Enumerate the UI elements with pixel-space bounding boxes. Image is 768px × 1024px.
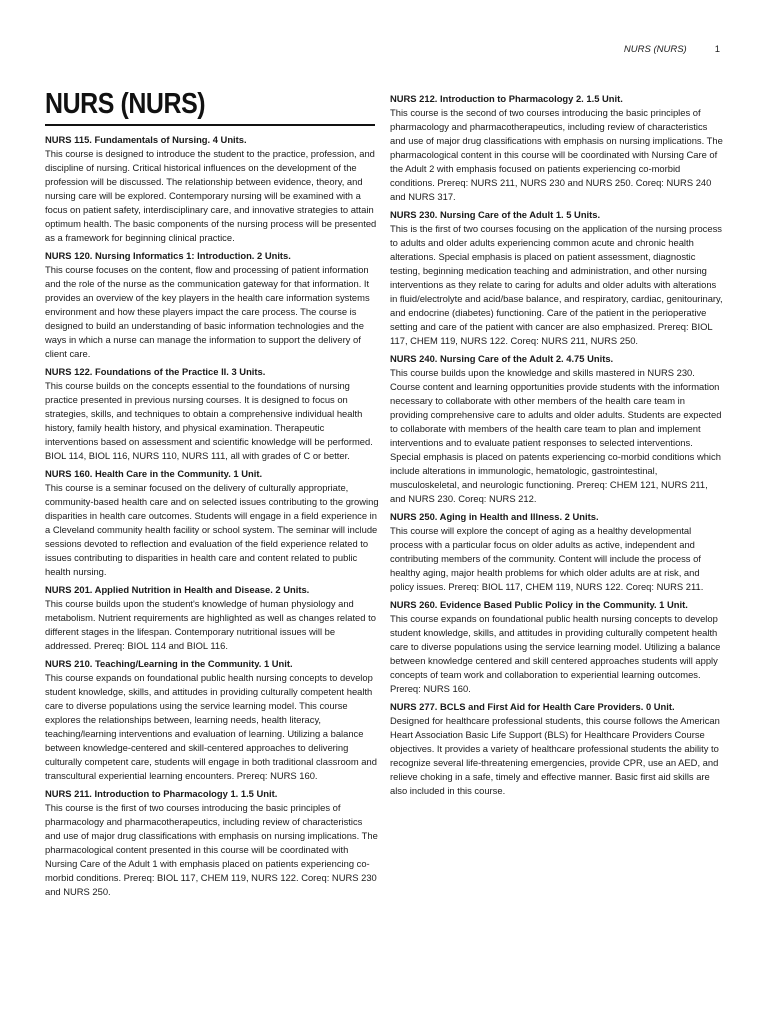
course-description: This course will explore the concept of aging as a healthy developmental process with a particular focus on older adults as active, independent and contributing members of the community. Content will include the process of healthy aging, major health problems for which older adults are at risk, and policy issues. Prereq: BIOL 117, CHEM 119, NURS 122. Coreq: NURS 211. xyxy=(390,525,704,592)
course-entry xyxy=(45,583,379,653)
course-title: NURS 120. Nursing Informatics 1: Introduction. 2 Units. xyxy=(45,250,291,261)
course-entry xyxy=(390,92,724,204)
right-column xyxy=(390,92,724,802)
course-description: This course is the first of two courses introducing the basic principles of pharmacology and pharmacotherapeutics, including review of characteristics and use of major drug classifications with emphasis on nursing implications. The pharmacological content presented in this course will be coordinated with Nursing Care of the Adult 1 with emphasis placed on patients experiencing co-morbid conditions. Prereq: BIOL 117, CHEM 119, NURS 122. Coreq: NURS 230 and NURS 250. xyxy=(45,802,378,897)
course-description: This course focuses on the content, flow and processing of patient information and the role of the nurse as the communication gateway for that information. It provides an overview of the key players in the health care information systems environment and how these players impact the care process. The course is designed to build an understanding of basic information technologies and the ways in which a nurse can manage the information to support the delivery of client care. xyxy=(45,264,370,359)
course-entry xyxy=(45,133,379,245)
running-header xyxy=(624,44,720,55)
course-title: NURS 260. Evidence Based Public Policy in the Community. 1 Unit. xyxy=(390,599,688,610)
course-title: NURS 240. Nursing Care of the Adult 2. 4.75 Units. xyxy=(390,353,614,364)
course-title: NURS 210. Teaching/Learning in the Community. 1 Unit. xyxy=(45,658,293,669)
course-description: This is the first of two courses focusing on the application of the nursing process to adults and older adults experiencing common acute and chronic health alterations. Special emphasis is placed on patient assessment, diagnostic testing, beginning medication teaching and administration, and other nursing interventions as they relate to caring for adults and older adults with alterations in fluid/electrolyte and acid/base balance, and respiratory, cardiac, genitourinary, and endocrine (diabetes) functioning. Care of the patient in the perioperative setting and care of the patient with cancer are also emphasized. Prereq: BIOL 117, CHEM 119, NURS 122. Coreq: NURS 211, NURS 250. xyxy=(390,223,723,346)
course-description: This course is designed to introduce the student to the practice, profession, and discipline of nursing. Critical historical influences on the development of the profession will be discussed. The relationship between evidence, theory, and nursing care will be explored. Contemporary nursing will be examined with a focus on patient safety, interdisciplinary care, and innovative strategies to attain optimum health. The basic components of the nursing process will be presented as a framework for beginning clinical practice. xyxy=(45,148,377,243)
course-title: NURS 115. Fundamentals of Nursing. 4 Units. xyxy=(45,134,247,145)
course-description: Designed for healthcare professional students, this course follows the American Heart Association Basic Life Support (BLS) for Healthcare Providers Course objectives. It provides a variety of healthcare professional students the ability to recognize several life-threatening emergencies, provide CPR, use an AED, and relieve choking in a safe, timely and effective manner. Basic first aid skills are also included in this course. xyxy=(390,715,720,796)
course-description: This course builds on the concepts essential to the foundations of nursing practice presented in previous nursing courses. It is designed to focus on strategies, skills, and techniques to obtain a comprehensive individual health history, family health history, and physical examination. Therapeutic interventions based on assessment and scientific knowledge will be performed. BIOL 114, BIOL 116, NURS 110, NURS 111, all with grades of C or better. xyxy=(45,380,373,461)
course-title: NURS 211. Introduction to Pharmacology 1. 1.5 Unit. xyxy=(45,788,278,799)
course-description: This course builds upon the knowledge and skills mastered in NURS 230. Course content and learning opportunities provide students with the information necessary to collaborate with other members of the health care team in providing comprehensive care to adults and older adults. Students are expected to collaborate with members of the health care team to plan and implement interventions and to evaluate patient responses to selected interventions. Special emphasis is placed on patents experiencing co-morbid conditions which include alterations in immunologic, hematologic, gastrointestinal, musculoskeletal, and neurologic functioning. Prereq: CHEM 121, NURS 211, and NURS 230. Coreq: NURS 212. xyxy=(390,367,722,504)
course-entry xyxy=(390,352,724,506)
course-description: This course is a seminar focused on the delivery of culturally appropriate, community-based health care and on selected issues contributing to the growing disparities in health care outcomes. Students will engage in a field experience in a Cleveland community health facility or school system. The seminar will include sessions devoted to reflection and evaluation of the field experience related to issues contributing to disparities in health care and content related to public health nursing. xyxy=(45,482,379,577)
page-number: 1 xyxy=(714,44,720,55)
course-title: NURS 230. Nursing Care of the Adult 1. 5 Units. xyxy=(390,209,601,220)
course-title: NURS 277. BCLS and First Aid for Health Care Providers. 0 Unit. xyxy=(390,701,675,712)
course-description: This course is the second of two courses introducing the basic principles of pharmacology and pharmacotherapeutics, including review of characteristics and use of major drug classifications with emphasis on nursing implications. The pharmacological content in this course will be coordinated with Nursing Care of the Adult 2 with emphasis focused on patients experiencing co-morbid conditions. Prereq: NURS 211, NURS 230 and NURS 250. Coreq: NURS 240 and NURS 317. xyxy=(390,107,723,202)
course-entry xyxy=(45,249,379,361)
course-title: NURS 122. Foundations of the Practice II. 3 Units. xyxy=(45,366,266,377)
page-title: NURS (NURS) xyxy=(45,88,206,120)
running-title: NURS (NURS) xyxy=(623,44,687,55)
course-description: This course builds upon the student's knowledge of human physiology and metabolism. Nutrient requirements are highlighted as well as changes related to different stages in the lifespan. Contemporary nutritional issues will be addressed. Prereq: BIOL 114 and BIOL 116. xyxy=(45,598,376,651)
course-title: NURS 201. Applied Nutrition in Health and Disease. 2 Units. xyxy=(45,584,310,595)
course-description: This course expands on foundational public health nursing concepts to develop student knowledge, skills, and attitudes in providing culturally competent health care to diverse populations using the service learning model. This course explores the relationships between, learning needs, health literacy, teaching/learning interventions and evaluation of learning. Utilizing a balance between knowledge-centered and skill-centered approaches to delivering culturally competent care, students will engage in both traditional classroom and transcultural experiential learning encounters. Prereq: NURS 160. xyxy=(45,672,377,781)
course-entry xyxy=(45,787,379,899)
left-column xyxy=(45,133,379,903)
course-entry xyxy=(390,700,724,798)
course-entry xyxy=(390,510,724,594)
course-description: This course expands on foundational public health nursing concepts to develop student knowledge, skills, and attitudes in providing culturally competent health care to diverse populations using the service learning model. Utilizing a balance between knowledge centered and skill centered approaches students will apply concepts of team work and collaboration to experiential learning outcomes. Prereq: NURS 160. xyxy=(390,613,721,694)
course-title: NURS 250. Aging in Health and Illness. 2 Units. xyxy=(390,511,599,522)
course-entry xyxy=(45,657,379,783)
title-rule xyxy=(45,124,375,126)
course-entry xyxy=(45,365,379,463)
course-entry xyxy=(390,598,724,696)
course-title: NURS 160. Health Care in the Community. 1 Unit. xyxy=(45,468,263,479)
course-entry xyxy=(390,208,724,348)
course-title: NURS 212. Introduction to Pharmacology 2. 1.5 Unit. xyxy=(390,93,623,104)
course-entry xyxy=(45,467,379,579)
